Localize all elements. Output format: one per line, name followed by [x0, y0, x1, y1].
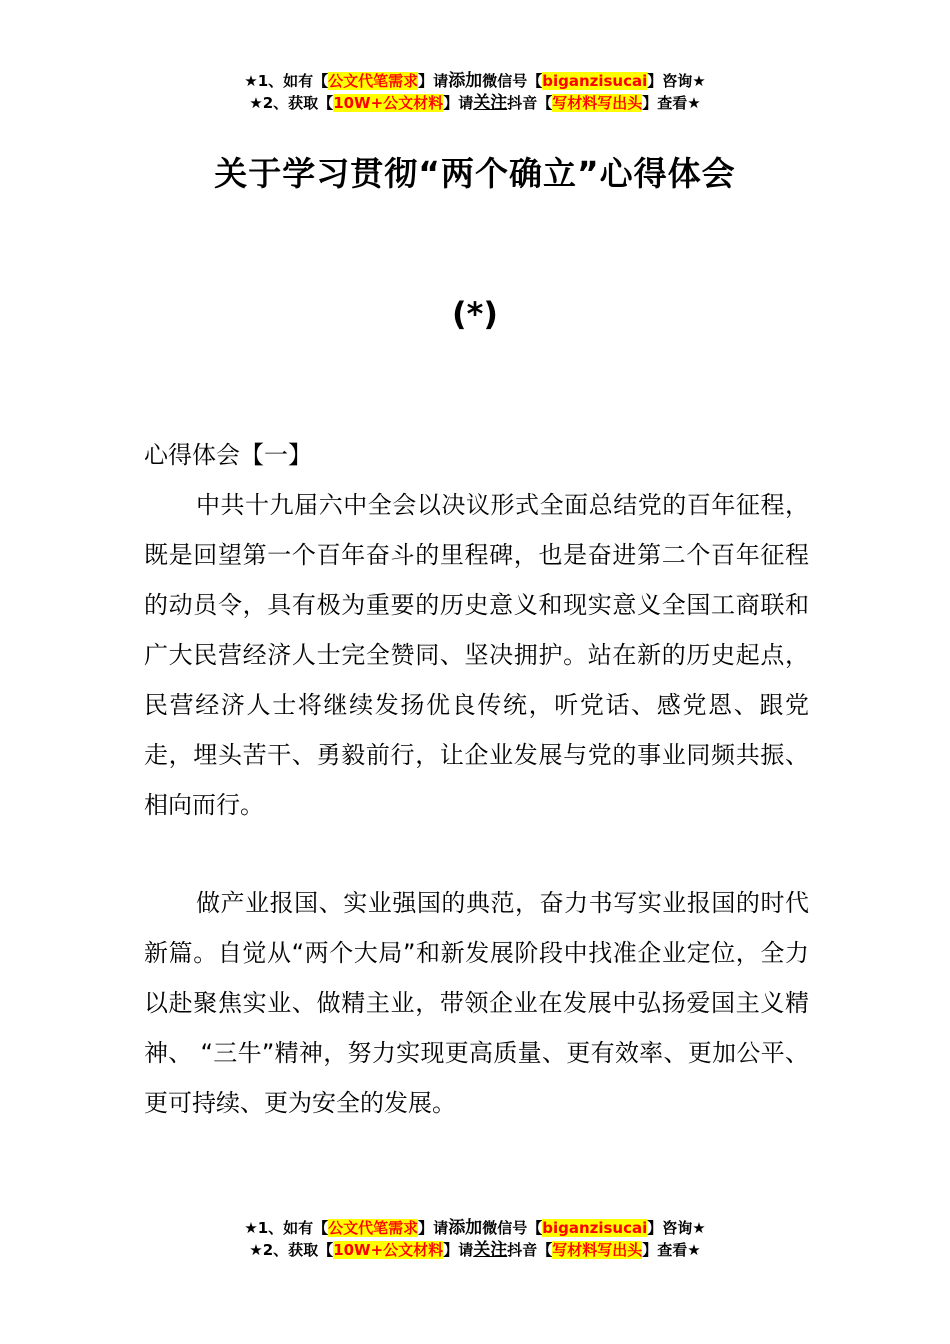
- banner-highlight-wechat: biganzisucai: [542, 1219, 648, 1237]
- banner-text: ★2、获取【: [249, 94, 334, 112]
- banner-emphasis: 关注: [473, 1240, 508, 1260]
- banner-text: 微信号【: [482, 1219, 543, 1237]
- banner-text: 】请: [418, 72, 449, 90]
- banner-text: 】请: [443, 1241, 474, 1259]
- banner-text: 微信号【: [482, 72, 543, 90]
- banner-highlight-materials: 10W+公文材料: [333, 1241, 444, 1259]
- banner-text: 抖音【: [507, 94, 553, 112]
- banner-text: ★1、如有【: [244, 72, 329, 90]
- banner-emphasis: 添加: [448, 1218, 483, 1238]
- banner-emphasis: 添加: [448, 71, 483, 91]
- banner-text: 】查看★: [642, 1241, 701, 1259]
- bottom-banner: [0, 1217, 950, 1261]
- banner-line-1: [0, 70, 950, 92]
- banner-text: 】咨询★: [647, 1219, 706, 1237]
- banner-emphasis: 关注: [473, 93, 508, 113]
- body-paragraph: 中共十九届六中全会以决议形式全面总结党的百年征程，既是回望第一个百年奋斗的里程碑，也是奋进第二个百年征程的动员令，具有极为重要的历史意义和现实意义全国工商联和广大民营经济人士完全赞同、坚决拥护。站在新的历史起点，民营经济人士将继续发扬优良传统，听党话、感党恩、跟党走，埋头苦干、勇毅前行，让企业发展与党的事业同频共振、相向而行。: [144, 491, 809, 819]
- banner-text: 】请: [443, 94, 474, 112]
- section-heading: 心得体会【一】: [144, 441, 312, 469]
- banner-line-1: [0, 1217, 950, 1239]
- banner-text: 】咨询★: [647, 72, 706, 90]
- document-mark: (*): [452, 295, 498, 333]
- banner-highlight-service: 公文代笔需求: [328, 1219, 419, 1237]
- banner-highlight-douyin: 写材料写出头: [552, 1241, 643, 1259]
- top-banner: [0, 70, 950, 114]
- body-paragraph-2-block: [144, 878, 809, 1128]
- banner-highlight-douyin: 写材料写出头: [552, 94, 643, 112]
- banner-highlight-wechat: biganzisucai: [542, 72, 648, 90]
- banner-highlight-materials: 10W+公文材料: [333, 94, 444, 112]
- banner-line-2: [0, 92, 950, 114]
- banner-line-2: [0, 1239, 950, 1261]
- banner-text: 】请: [418, 1219, 449, 1237]
- document-title: 关于学习贯彻“两个确立”心得体会: [214, 154, 736, 193]
- banner-text: ★2、获取【: [249, 1241, 334, 1259]
- body-paragraph: 做产业报国、实业强国的典范，奋力书写实业报国的时代新篇。自觉从“两个大局”和新发展阶段中找准企业定位，全力以赴聚焦实业、做精主业，带领企业在发展中弘扬爱国主义精神、 “三牛”精神，努力实现更高质量、更有效率、更加公平、更可持续、更为安全的发展。: [144, 889, 809, 1117]
- banner-highlight-service: 公文代笔需求: [328, 72, 419, 90]
- banner-text: ★1、如有【: [244, 1219, 329, 1237]
- banner-text: 】查看★: [642, 94, 701, 112]
- body-paragraph-1-block: [144, 480, 809, 830]
- banner-text: 抖音【: [507, 1241, 553, 1259]
